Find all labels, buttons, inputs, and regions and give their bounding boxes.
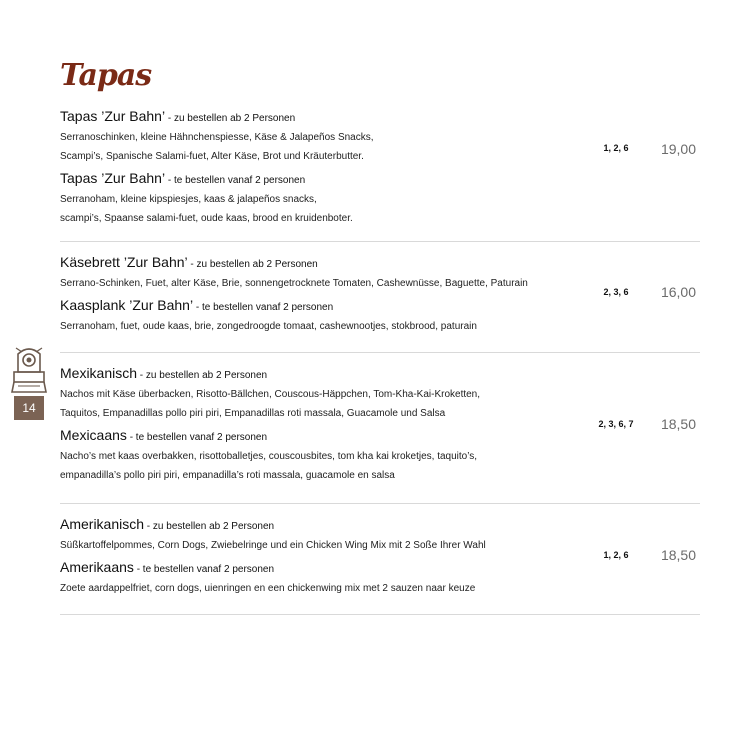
menu-item bbox=[60, 504, 700, 615]
item-name-de: Käsebrett ’Zur Bahn’ bbox=[60, 254, 188, 270]
item-description-de: Serrano-Schinken, Fuet, alter Käse, Brie, sonnengetrocknete Tomaten, Cashewnüsse, Baguette, Paturain bbox=[60, 278, 528, 289]
item-name-de: Tapas ’Zur Bahn’ bbox=[60, 108, 166, 124]
page-number: 14 bbox=[14, 396, 44, 420]
item-name-line-nl bbox=[60, 558, 700, 579]
item-description-nl: scampi’s, Spaanse salami-fuet, oude kaas, brood en kruidenboter. bbox=[60, 213, 353, 224]
allergen-codes: 2, 3, 6, 7 bbox=[598, 419, 634, 429]
item-name-nl: Mexicaans bbox=[60, 427, 127, 443]
allergen-codes: 2, 3, 6 bbox=[603, 287, 629, 297]
item-name-line-nl bbox=[60, 169, 700, 190]
item-name-line-nl bbox=[60, 296, 700, 317]
item-price: 16,00 bbox=[660, 284, 696, 300]
item-name-nl: Tapas ’Zur Bahn’ bbox=[60, 170, 166, 186]
menu-item bbox=[60, 353, 700, 504]
item-name-line-de bbox=[60, 253, 700, 274]
item-note-de: - zu bestellen ab 2 Personen bbox=[137, 370, 268, 381]
item-description-de: Nachos mit Käse überbacken, Risotto-Bällchen, Couscous-Häppchen, Tom-Kha-Kai-Kroketten, bbox=[60, 389, 481, 400]
item-note-de: - zu bestellen ab 2 Personen bbox=[165, 113, 296, 124]
item-note-de: - zu bestellen ab 2 Personen bbox=[144, 521, 275, 532]
item-name-nl: Amerikaans bbox=[60, 559, 134, 575]
item-name-de: Amerikanisch bbox=[60, 516, 145, 532]
item-price: 18,50 bbox=[660, 416, 696, 432]
item-description-nl: Nacho’s met kaas overbakken, risottoballetjes, couscousbites, tom kha kai kroketjes, taquito’s, bbox=[60, 451, 478, 462]
item-note-nl: - te bestellen vanaf 2 personen bbox=[193, 302, 334, 313]
item-description-de: Scampi’s, Spanische Salami-fuet, Alter Käse, Brot und Kräuterbutter. bbox=[60, 151, 364, 162]
item-note-nl: - te bestellen vanaf 2 personen bbox=[165, 175, 306, 186]
menu-item bbox=[60, 242, 700, 353]
item-name-de: Mexikanisch bbox=[60, 365, 138, 381]
item-note-de: - zu bestellen ab 2 Personen bbox=[187, 259, 318, 270]
item-description-nl: Serranoham, kleine kipspiesjes, kaas & jalapeños snacks, bbox=[60, 194, 317, 205]
item-description-nl: Zoete aardappelfriet, corn dogs, uienringen en een chickenwing mix met 2 sauzen naar keuze bbox=[60, 583, 476, 594]
section-title: Tapas bbox=[60, 58, 152, 93]
menu-items bbox=[60, 104, 700, 615]
allergen-codes: 1, 2, 6 bbox=[603, 550, 629, 560]
item-name-line-de bbox=[60, 515, 700, 536]
item-price: 18,50 bbox=[660, 547, 696, 563]
item-description-nl: Serranoham, fuet, oude kaas, brie, zongedroogde tomaat, cashewnootjes, stokbrood, paturain bbox=[60, 321, 477, 332]
item-price: 19,00 bbox=[660, 141, 696, 157]
item-name-nl: Kaasplank ’Zur Bahn’ bbox=[60, 297, 194, 313]
item-note-nl: - te bestellen vanaf 2 personen bbox=[133, 564, 275, 575]
item-description-de: Taquitos, Empanadillas pollo piri piri, Empanadillas roti massala, Guacamole und Salsa bbox=[60, 408, 446, 419]
item-note-nl: - te bestellen vanaf 2 personen bbox=[126, 432, 268, 443]
item-name-line-de bbox=[60, 107, 700, 128]
allergen-codes: 1, 2, 6 bbox=[603, 143, 629, 153]
item-description-de: Serranoschinken, kleine Hähnchenspiesse, Käse & Jalapeños Snacks, bbox=[60, 132, 374, 143]
item-name-line-de bbox=[60, 364, 700, 385]
item-description-nl: empanadilla’s pollo piri piri, empanadilla’s roti massala, guacamole en salsa bbox=[60, 470, 395, 481]
menu-item bbox=[60, 107, 700, 242]
item-name-line-nl bbox=[60, 426, 700, 447]
item-description-de: Süßkartoffelpommes, Corn Dogs, Zwiebelringe und ein Chicken Wing Mix mit 2 Soße Ihrer Wahl bbox=[60, 540, 486, 551]
